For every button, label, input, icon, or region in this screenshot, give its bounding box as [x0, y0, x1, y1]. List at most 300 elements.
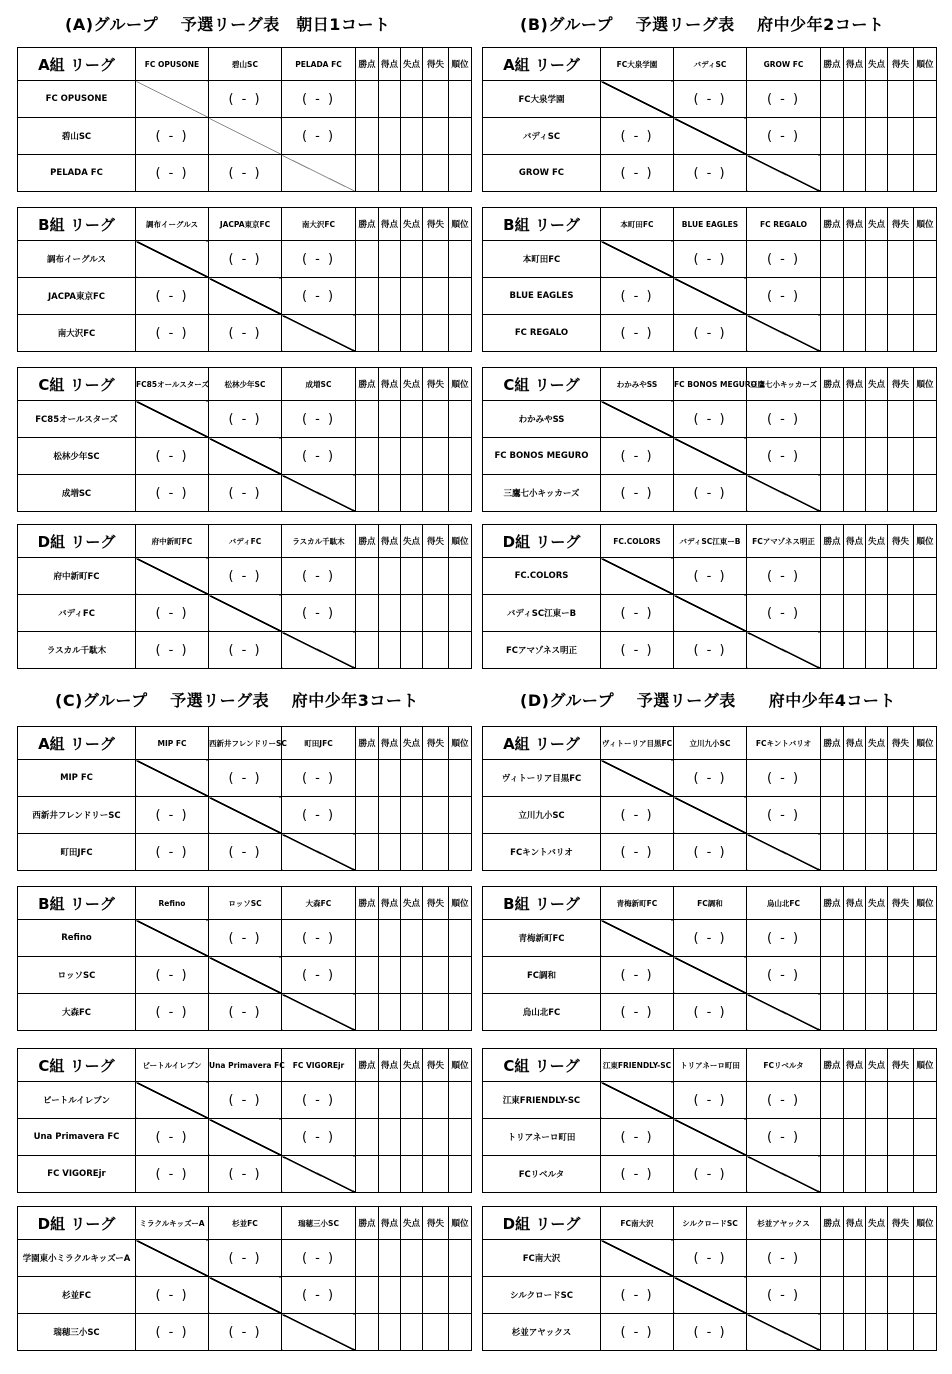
stat-cell[interactable]	[888, 438, 914, 475]
score-cell[interactable]: ( - )	[747, 558, 821, 595]
score-cell[interactable]: ( - )	[601, 1156, 674, 1193]
stat-cell[interactable]	[401, 1314, 423, 1351]
stat-cell[interactable]	[356, 1277, 379, 1314]
stat-cell[interactable]	[866, 1082, 888, 1119]
stat-cell[interactable]	[379, 797, 401, 834]
stat-cell[interactable]	[844, 401, 866, 438]
stat-cell[interactable]	[423, 834, 449, 871]
score-cell[interactable]: ( - )	[601, 475, 674, 512]
stat-cell[interactable]	[401, 558, 423, 595]
stat-cell[interactable]	[914, 1119, 937, 1156]
stat-cell[interactable]	[356, 632, 379, 669]
stat-cell[interactable]	[888, 595, 914, 632]
stat-cell[interactable]	[844, 241, 866, 278]
score-cell[interactable]: ( - )	[674, 401, 747, 438]
stat-cell[interactable]	[888, 760, 914, 797]
stat-cell[interactable]	[866, 155, 888, 192]
score-cell[interactable]: ( - )	[674, 760, 747, 797]
stat-cell[interactable]	[844, 558, 866, 595]
stat-cell[interactable]	[401, 957, 423, 994]
stat-cell[interactable]	[356, 834, 379, 871]
score-cell[interactable]: ( - )	[601, 278, 674, 315]
stat-cell[interactable]	[866, 81, 888, 118]
stat-cell[interactable]	[379, 920, 401, 957]
stat-cell[interactable]	[423, 1156, 449, 1193]
stat-cell[interactable]	[914, 1314, 937, 1351]
stat-cell[interactable]	[423, 401, 449, 438]
score-cell[interactable]: ( - )	[674, 155, 747, 192]
stat-cell[interactable]	[888, 401, 914, 438]
score-cell[interactable]: ( - )	[601, 1119, 674, 1156]
stat-cell[interactable]	[379, 994, 401, 1031]
stat-cell[interactable]	[821, 438, 844, 475]
stat-cell[interactable]	[914, 1277, 937, 1314]
score-cell[interactable]: ( - )	[747, 438, 821, 475]
stat-cell[interactable]	[379, 475, 401, 512]
stat-cell[interactable]	[866, 438, 888, 475]
stat-cell[interactable]	[356, 81, 379, 118]
stat-cell[interactable]	[379, 401, 401, 438]
score-cell[interactable]: ( - )	[601, 994, 674, 1031]
stat-cell[interactable]	[866, 118, 888, 155]
score-cell[interactable]: ( - )	[674, 315, 747, 352]
stat-cell[interactable]	[356, 438, 379, 475]
stat-cell[interactable]	[914, 155, 937, 192]
stat-cell[interactable]	[356, 401, 379, 438]
stat-cell[interactable]	[401, 760, 423, 797]
stat-cell[interactable]	[844, 1240, 866, 1277]
score-cell[interactable]: ( - )	[601, 595, 674, 632]
stat-cell[interactable]	[401, 1082, 423, 1119]
score-cell[interactable]: ( - )	[136, 118, 209, 155]
stat-cell[interactable]	[821, 241, 844, 278]
stat-cell[interactable]	[821, 957, 844, 994]
stat-cell[interactable]	[423, 118, 449, 155]
stat-cell[interactable]	[844, 797, 866, 834]
stat-cell[interactable]	[379, 595, 401, 632]
stat-cell[interactable]	[401, 834, 423, 871]
stat-cell[interactable]	[423, 920, 449, 957]
stat-cell[interactable]	[844, 920, 866, 957]
stat-cell[interactable]	[821, 834, 844, 871]
stat-cell[interactable]	[844, 1156, 866, 1193]
score-cell[interactable]: ( - )	[209, 834, 282, 871]
score-cell[interactable]: ( - )	[747, 920, 821, 957]
stat-cell[interactable]	[866, 994, 888, 1031]
score-cell[interactable]: ( - )	[601, 315, 674, 352]
score-cell[interactable]: ( - )	[747, 957, 821, 994]
stat-cell[interactable]	[866, 1314, 888, 1351]
stat-cell[interactable]	[423, 558, 449, 595]
score-cell[interactable]: ( - )	[136, 632, 209, 669]
stat-cell[interactable]	[866, 797, 888, 834]
score-cell[interactable]: ( - )	[674, 475, 747, 512]
stat-cell[interactable]	[401, 994, 423, 1031]
score-cell[interactable]: ( - )	[674, 1156, 747, 1193]
stat-cell[interactable]	[449, 632, 472, 669]
stat-cell[interactable]	[844, 632, 866, 669]
stat-cell[interactable]	[423, 315, 449, 352]
score-cell[interactable]: ( - )	[136, 1314, 209, 1351]
stat-cell[interactable]	[423, 632, 449, 669]
stat-cell[interactable]	[914, 118, 937, 155]
score-cell[interactable]: ( - )	[136, 475, 209, 512]
stat-cell[interactable]	[821, 920, 844, 957]
score-cell[interactable]: ( - )	[282, 558, 356, 595]
score-cell[interactable]: ( - )	[674, 834, 747, 871]
stat-cell[interactable]	[888, 1277, 914, 1314]
stat-cell[interactable]	[844, 315, 866, 352]
stat-cell[interactable]	[914, 632, 937, 669]
score-cell[interactable]: ( - )	[601, 1277, 674, 1314]
score-cell[interactable]: ( - )	[136, 834, 209, 871]
stat-cell[interactable]	[821, 595, 844, 632]
stat-cell[interactable]	[401, 81, 423, 118]
stat-cell[interactable]	[449, 155, 472, 192]
score-cell[interactable]: ( - )	[209, 760, 282, 797]
stat-cell[interactable]	[449, 278, 472, 315]
stat-cell[interactable]	[449, 558, 472, 595]
score-cell[interactable]: ( - )	[209, 401, 282, 438]
stat-cell[interactable]	[914, 81, 937, 118]
score-cell[interactable]: ( - )	[601, 797, 674, 834]
stat-cell[interactable]	[888, 834, 914, 871]
stat-cell[interactable]	[356, 920, 379, 957]
score-cell[interactable]: ( - )	[209, 632, 282, 669]
stat-cell[interactable]	[356, 1240, 379, 1277]
stat-cell[interactable]	[401, 632, 423, 669]
stat-cell[interactable]	[888, 315, 914, 352]
stat-cell[interactable]	[423, 797, 449, 834]
stat-cell[interactable]	[914, 920, 937, 957]
stat-cell[interactable]	[914, 315, 937, 352]
stat-cell[interactable]	[866, 1119, 888, 1156]
score-cell[interactable]: ( - )	[209, 920, 282, 957]
stat-cell[interactable]	[401, 1156, 423, 1193]
stat-cell[interactable]	[423, 1314, 449, 1351]
stat-cell[interactable]	[379, 155, 401, 192]
stat-cell[interactable]	[423, 1082, 449, 1119]
score-cell[interactable]: ( - )	[601, 155, 674, 192]
stat-cell[interactable]	[401, 920, 423, 957]
stat-cell[interactable]	[423, 438, 449, 475]
stat-cell[interactable]	[423, 760, 449, 797]
stat-cell[interactable]	[401, 797, 423, 834]
stat-cell[interactable]	[866, 834, 888, 871]
stat-cell[interactable]	[379, 1314, 401, 1351]
stat-cell[interactable]	[356, 118, 379, 155]
score-cell[interactable]: ( - )	[209, 1240, 282, 1277]
stat-cell[interactable]	[866, 278, 888, 315]
stat-cell[interactable]	[423, 1240, 449, 1277]
stat-cell[interactable]	[449, 834, 472, 871]
stat-cell[interactable]	[821, 278, 844, 315]
stat-cell[interactable]	[356, 155, 379, 192]
stat-cell[interactable]	[844, 1082, 866, 1119]
stat-cell[interactable]	[821, 1240, 844, 1277]
score-cell[interactable]: ( - )	[747, 278, 821, 315]
stat-cell[interactable]	[821, 118, 844, 155]
stat-cell[interactable]	[449, 797, 472, 834]
stat-cell[interactable]	[888, 1082, 914, 1119]
stat-cell[interactable]	[449, 957, 472, 994]
stat-cell[interactable]	[356, 315, 379, 352]
score-cell[interactable]: ( - )	[136, 315, 209, 352]
score-cell[interactable]: ( - )	[674, 920, 747, 957]
stat-cell[interactable]	[356, 558, 379, 595]
stat-cell[interactable]	[888, 957, 914, 994]
stat-cell[interactable]	[356, 957, 379, 994]
stat-cell[interactable]	[423, 81, 449, 118]
stat-cell[interactable]	[401, 278, 423, 315]
stat-cell[interactable]	[914, 1082, 937, 1119]
score-cell[interactable]: ( - )	[282, 595, 356, 632]
score-cell[interactable]: ( - )	[136, 994, 209, 1031]
stat-cell[interactable]	[914, 438, 937, 475]
score-cell[interactable]: ( - )	[282, 797, 356, 834]
score-cell[interactable]: ( - )	[674, 994, 747, 1031]
stat-cell[interactable]	[914, 797, 937, 834]
score-cell[interactable]: ( - )	[601, 834, 674, 871]
stat-cell[interactable]	[844, 834, 866, 871]
score-cell[interactable]: ( - )	[282, 401, 356, 438]
score-cell[interactable]: ( - )	[282, 957, 356, 994]
stat-cell[interactable]	[449, 595, 472, 632]
stat-cell[interactable]	[401, 438, 423, 475]
stat-cell[interactable]	[379, 81, 401, 118]
score-cell[interactable]: ( - )	[601, 438, 674, 475]
stat-cell[interactable]	[914, 1240, 937, 1277]
stat-cell[interactable]	[379, 760, 401, 797]
stat-cell[interactable]	[449, 760, 472, 797]
score-cell[interactable]: ( - )	[282, 1082, 356, 1119]
score-cell[interactable]: ( - )	[136, 1156, 209, 1193]
stat-cell[interactable]	[356, 241, 379, 278]
stat-cell[interactable]	[866, 1156, 888, 1193]
stat-cell[interactable]	[844, 475, 866, 512]
stat-cell[interactable]	[821, 797, 844, 834]
score-cell[interactable]: ( - )	[282, 81, 356, 118]
score-cell[interactable]: ( - )	[674, 632, 747, 669]
stat-cell[interactable]	[449, 1277, 472, 1314]
stat-cell[interactable]	[356, 994, 379, 1031]
stat-cell[interactable]	[888, 632, 914, 669]
stat-cell[interactable]	[423, 278, 449, 315]
stat-cell[interactable]	[356, 760, 379, 797]
score-cell[interactable]: ( - )	[674, 1314, 747, 1351]
stat-cell[interactable]	[866, 1277, 888, 1314]
stat-cell[interactable]	[423, 1277, 449, 1314]
stat-cell[interactable]	[888, 118, 914, 155]
score-cell[interactable]: ( - )	[282, 1277, 356, 1314]
stat-cell[interactable]	[423, 1119, 449, 1156]
score-cell[interactable]: ( - )	[747, 1240, 821, 1277]
stat-cell[interactable]	[821, 632, 844, 669]
score-cell[interactable]: ( - )	[209, 155, 282, 192]
stat-cell[interactable]	[356, 797, 379, 834]
stat-cell[interactable]	[449, 315, 472, 352]
stat-cell[interactable]	[914, 595, 937, 632]
stat-cell[interactable]	[356, 278, 379, 315]
stat-cell[interactable]	[379, 632, 401, 669]
score-cell[interactable]: ( - )	[136, 1277, 209, 1314]
stat-cell[interactable]	[844, 155, 866, 192]
stat-cell[interactable]	[866, 241, 888, 278]
score-cell[interactable]: ( - )	[136, 1119, 209, 1156]
stat-cell[interactable]	[888, 1240, 914, 1277]
score-cell[interactable]: ( - )	[209, 994, 282, 1031]
stat-cell[interactable]	[379, 438, 401, 475]
score-cell[interactable]: ( - )	[209, 558, 282, 595]
stat-cell[interactable]	[401, 315, 423, 352]
stat-cell[interactable]	[401, 595, 423, 632]
score-cell[interactable]: ( - )	[674, 1240, 747, 1277]
stat-cell[interactable]	[423, 957, 449, 994]
stat-cell[interactable]	[449, 1314, 472, 1351]
stat-cell[interactable]	[914, 401, 937, 438]
score-cell[interactable]: ( - )	[282, 241, 356, 278]
score-cell[interactable]: ( - )	[601, 957, 674, 994]
stat-cell[interactable]	[449, 920, 472, 957]
stat-cell[interactable]	[914, 760, 937, 797]
score-cell[interactable]: ( - )	[136, 797, 209, 834]
stat-cell[interactable]	[449, 401, 472, 438]
stat-cell[interactable]	[449, 438, 472, 475]
score-cell[interactable]: ( - )	[674, 1082, 747, 1119]
stat-cell[interactable]	[914, 278, 937, 315]
stat-cell[interactable]	[379, 558, 401, 595]
score-cell[interactable]: ( - )	[747, 1082, 821, 1119]
stat-cell[interactable]	[449, 994, 472, 1031]
stat-cell[interactable]	[866, 920, 888, 957]
stat-cell[interactable]	[449, 241, 472, 278]
score-cell[interactable]: ( - )	[136, 957, 209, 994]
stat-cell[interactable]	[888, 994, 914, 1031]
stat-cell[interactable]	[356, 595, 379, 632]
stat-cell[interactable]	[401, 118, 423, 155]
stat-cell[interactable]	[914, 241, 937, 278]
stat-cell[interactable]	[888, 1119, 914, 1156]
stat-cell[interactable]	[423, 994, 449, 1031]
stat-cell[interactable]	[449, 475, 472, 512]
stat-cell[interactable]	[844, 957, 866, 994]
score-cell[interactable]: ( - )	[747, 118, 821, 155]
stat-cell[interactable]	[379, 241, 401, 278]
stat-cell[interactable]	[356, 1082, 379, 1119]
score-cell[interactable]: ( - )	[136, 155, 209, 192]
stat-cell[interactable]	[821, 1156, 844, 1193]
stat-cell[interactable]	[423, 595, 449, 632]
score-cell[interactable]: ( - )	[747, 81, 821, 118]
stat-cell[interactable]	[888, 797, 914, 834]
stat-cell[interactable]	[914, 1156, 937, 1193]
stat-cell[interactable]	[379, 1240, 401, 1277]
stat-cell[interactable]	[379, 957, 401, 994]
stat-cell[interactable]	[866, 558, 888, 595]
stat-cell[interactable]	[866, 401, 888, 438]
stat-cell[interactable]	[914, 558, 937, 595]
score-cell[interactable]: ( - )	[209, 241, 282, 278]
stat-cell[interactable]	[844, 760, 866, 797]
stat-cell[interactable]	[449, 1119, 472, 1156]
stat-cell[interactable]	[379, 1082, 401, 1119]
stat-cell[interactable]	[866, 475, 888, 512]
stat-cell[interactable]	[821, 994, 844, 1031]
stat-cell[interactable]	[866, 632, 888, 669]
stat-cell[interactable]	[888, 475, 914, 512]
score-cell[interactable]: ( - )	[674, 558, 747, 595]
stat-cell[interactable]	[844, 118, 866, 155]
score-cell[interactable]: ( - )	[601, 1314, 674, 1351]
stat-cell[interactable]	[914, 475, 937, 512]
score-cell[interactable]: ( - )	[747, 401, 821, 438]
score-cell[interactable]: ( - )	[747, 1119, 821, 1156]
stat-cell[interactable]	[449, 118, 472, 155]
stat-cell[interactable]	[866, 595, 888, 632]
stat-cell[interactable]	[888, 558, 914, 595]
score-cell[interactable]: ( - )	[601, 632, 674, 669]
stat-cell[interactable]	[888, 1314, 914, 1351]
score-cell[interactable]: ( - )	[282, 920, 356, 957]
score-cell[interactable]: ( - )	[282, 118, 356, 155]
stat-cell[interactable]	[449, 1240, 472, 1277]
score-cell[interactable]: ( - )	[747, 797, 821, 834]
stat-cell[interactable]	[379, 1119, 401, 1156]
stat-cell[interactable]	[449, 81, 472, 118]
stat-cell[interactable]	[401, 1277, 423, 1314]
stat-cell[interactable]	[821, 1082, 844, 1119]
score-cell[interactable]: ( - )	[209, 315, 282, 352]
stat-cell[interactable]	[379, 278, 401, 315]
score-cell[interactable]: ( - )	[282, 1119, 356, 1156]
stat-cell[interactable]	[379, 315, 401, 352]
score-cell[interactable]: ( - )	[209, 81, 282, 118]
score-cell[interactable]: ( - )	[136, 278, 209, 315]
stat-cell[interactable]	[449, 1082, 472, 1119]
stat-cell[interactable]	[401, 1119, 423, 1156]
score-cell[interactable]: ( - )	[747, 595, 821, 632]
score-cell[interactable]: ( - )	[282, 1240, 356, 1277]
stat-cell[interactable]	[866, 957, 888, 994]
score-cell[interactable]: ( - )	[747, 241, 821, 278]
score-cell[interactable]: ( - )	[209, 475, 282, 512]
stat-cell[interactable]	[401, 1240, 423, 1277]
stat-cell[interactable]	[423, 475, 449, 512]
stat-cell[interactable]	[866, 760, 888, 797]
stat-cell[interactable]	[821, 558, 844, 595]
stat-cell[interactable]	[401, 401, 423, 438]
stat-cell[interactable]	[379, 834, 401, 871]
stat-cell[interactable]	[821, 81, 844, 118]
stat-cell[interactable]	[379, 118, 401, 155]
stat-cell[interactable]	[914, 834, 937, 871]
stat-cell[interactable]	[401, 155, 423, 192]
stat-cell[interactable]	[914, 957, 937, 994]
stat-cell[interactable]	[844, 278, 866, 315]
stat-cell[interactable]	[888, 81, 914, 118]
stat-cell[interactable]	[423, 241, 449, 278]
stat-cell[interactable]	[821, 1277, 844, 1314]
stat-cell[interactable]	[356, 1156, 379, 1193]
stat-cell[interactable]	[356, 475, 379, 512]
score-cell[interactable]: ( - )	[282, 760, 356, 797]
score-cell[interactable]: ( - )	[601, 118, 674, 155]
stat-cell[interactable]	[401, 241, 423, 278]
stat-cell[interactable]	[821, 760, 844, 797]
stat-cell[interactable]	[379, 1277, 401, 1314]
stat-cell[interactable]	[821, 155, 844, 192]
stat-cell[interactable]	[844, 994, 866, 1031]
